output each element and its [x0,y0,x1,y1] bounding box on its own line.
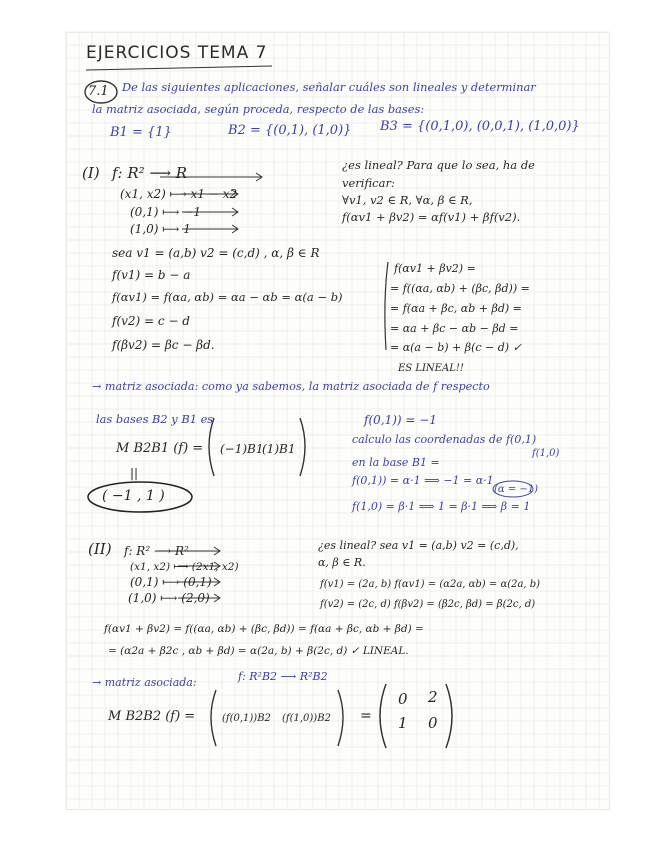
matrix-paren-left-3 [380,684,386,748]
basis-b2: B2 = {(0,1), (1,0)} [228,123,352,138]
part1-rule: (x1, x2) ⟼ x1 − x2 [120,187,238,201]
part2-example-2: (1,0) ⟼ (2,0) [128,591,210,605]
part1-matrix-intro-2: las bases B2 y B1 es [96,412,214,426]
matrix-paren-right-2 [338,690,343,746]
part1-calc-1b: f(1,0) [532,448,560,459]
part1-result: ( −1 , 1 ) [102,488,165,504]
part1-question-3: ∀v1, v2 ∈ R, ∀α, β ∈ R, [342,193,473,207]
part2-matrix-a22: 0 [428,714,438,732]
basis-b1: B1 = {1} [110,125,172,140]
part1-right-2: = f((αa, αb) + (βc, βd)) = [390,282,530,295]
matrix-paren-left-2 [211,690,216,746]
part1-calc-1: calculo las coordenadas de f(0,1) [352,433,537,446]
part2-question-2: α, β ∈ R. [318,556,366,569]
part1-matrix-col-2: (1)B1 [262,442,296,456]
part1-matrix-col-1: (−1)B1 [220,442,264,456]
part1-equals: || [130,466,139,480]
part1-map: f: R² ⟶ R [112,164,188,182]
part1-sea: sea v1 = (a,b) v2 = (c,d) , α, β ∈ R [112,246,320,260]
part2-matrix-label: M B2B2 (f) = [108,709,196,724]
part2-matrix-a12: 2 [428,688,438,706]
basis-b3: B3 = {(0,1,0), (0,0,1), (1,0,0)} [380,119,580,134]
part1-calc-0: f(0,1)) = −1 [364,413,437,427]
part1-example-1: (0,1) ⟼ −1 [130,205,201,219]
exercise-number: 7.1 [88,84,109,99]
part1-calc-4: f(1,0) = β·1 ⟹ 1 = β·1 ⟹ β = 1 [352,500,531,513]
part1-example-2: (1,0) ⟼ 1 [130,222,191,236]
part1-line-4: f(βv2) = βc − βd. [112,338,215,352]
title-underline [86,66,272,70]
part2-label: (II) [88,540,112,558]
part1-right-1: f(αv1 + βv2) = [394,262,476,275]
part1-right-5: = α(a − b) + β(c − d) ✓ [390,341,522,354]
part2-line-1: f(αv1 + βv2) = f((αa, αb) + (βc, βd)) = f(αa + βc, αb + βd) = [104,623,424,635]
part2-matrix-col-1: (f(0,1))B2 [222,713,271,724]
part1-label: (I) [82,164,100,182]
part1-question-1: ¿es lineal? Para que lo sea, ha de [342,158,535,172]
part2-calc-1: f(v1) = (2a, b) f(αv1) = (α2a, αb) = α(2a, b) [320,579,541,590]
matrix-paren-right-1 [300,418,305,476]
part2-line-2: = (α2a + β2c , αb + βd) = α(2a, b) + β(2c, d) ✓ LINEAL. [108,645,409,657]
part2-matrix-col-2: (f(1,0))B2 [282,713,331,724]
matrix-paren-right-3 [446,684,452,748]
part2-matrix-a21: 1 [398,714,408,732]
linearity-bracket [385,262,388,350]
statement-line-1: De las siguientes aplicaciones, señalar cuáles son lineales y determinar [122,80,536,94]
matrix-paren-left-1 [209,418,214,476]
part1-lineal-verdict: ES LINEAL!! [398,363,464,374]
part1-matrix-intro-1: → matriz asociada: como ya sabemos, la matriz asociada de f respecto [92,380,490,393]
part1-line-1: f(v1) = b − a [112,268,191,282]
part1-calc-2: en la base B1 = [352,456,440,469]
part2-matrix-intro: → matriz asociada: [92,676,197,689]
part1-right-4: = αa + βc − αb − βd = [390,322,519,335]
part1-right-3: = f(αa + βc, αb + βd) = [390,302,522,315]
part1-question-4: f(αv1 + βv2) = αf(v1) + βf(v2). [342,210,521,224]
part1-question-2: verificar: [342,176,395,190]
page-title: EJERCICIOS TEMA 7 [86,43,268,63]
part1-line-2: f(αv1) = f(αa, αb) = αa − αb = α(a − b) [112,290,343,304]
part2-matrix-map: f: R²B2 ⟶ R²B2 [238,670,328,683]
part1-line-3: f(v2) = c − d [112,314,190,328]
statement-line-2: la matriz asociada, según proceda, respecto de las bases: [92,102,425,116]
part2-calc-2: f(v2) = (2c, d) f(βv2) = (β2c, βd) = β(2c, d) [320,599,536,610]
part1-calc-3b: (α = −1) [494,484,539,495]
part2-map: f: R² ⟶ R² [124,544,189,558]
part2-example-1: (0,1) ⟼ (0,1) [130,575,212,589]
part2-rule: (x1, x2) ⟼ (2x1, x2) [130,561,239,573]
part1-calc-3: f(0,1)) = α·1 ⟹ −1 = α·1 [352,474,494,487]
part2-equals: = [360,708,372,724]
part1-matrix-label: M B2B1 (f) = [116,441,204,456]
part2-question-1: ¿es lineal? sea v1 = (a,b) v2 = (c,d), [318,539,519,552]
part2-matrix-a11: 0 [398,690,408,708]
